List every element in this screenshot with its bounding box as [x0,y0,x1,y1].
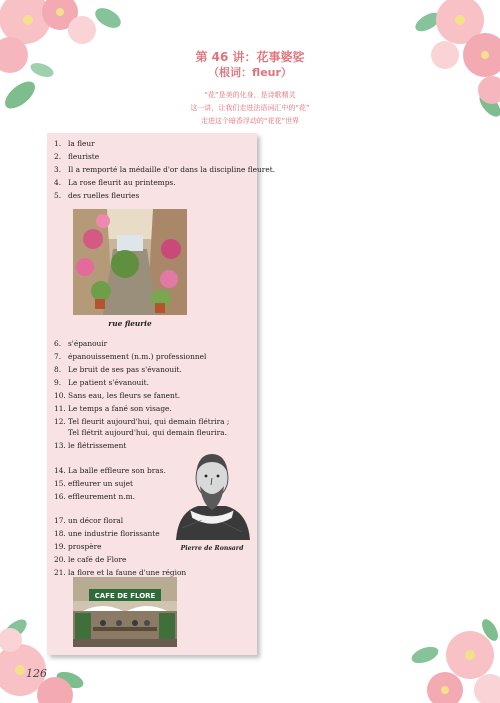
list-item: 17. un décor floral [54,516,124,525]
list-item: 19. prospère [54,542,102,551]
ronsard-portrait [172,440,252,540]
flower-decoration-bottom-right [405,615,500,703]
portrait-caption: Pierre de Ronsard [180,545,244,552]
street-photo-caption: rue fleurie [108,319,152,328]
cafe-sign-text: CAFE DE FLORE [94,592,156,600]
list-item: 4. La rose fleurit au printemps. [54,178,176,187]
list-item: 15. effleurer un sujet [54,479,133,488]
list-item: 13. le flétrissement [54,441,127,450]
list-item: 6. s'épanouir [54,339,108,348]
list-item: 20. le café de Flore [54,555,127,564]
intro-line-1: “花”是美的化身，是诗歌精灵 [204,91,296,99]
cafe-photo [73,577,177,647]
list-item: 16. effleurement n.m. [54,492,135,501]
list-item: 21. la flore et la faune d'une région [54,568,187,577]
list-item: 3. Il a remporté la médaille d'or dans la discipline fleuret. [54,165,276,174]
street-photo [73,209,187,315]
list-item: 18. une industrie florissante [54,529,160,538]
intro-line-2: 这一讲，让我们走进法语词汇中的“花” [190,104,310,112]
list-item: 1. la fleur [54,139,95,148]
list-item: 7. épanouissement (n.m.) professionnel [54,352,207,361]
page-title: 第 46 讲：花事婆娑 [195,50,305,64]
list-item: 12. Tel fleurit aujourd'hui, qui demain flétrira ; [54,417,230,426]
list-item: 5. des ruelles fleuries [54,191,140,200]
list-item: 8. Le bruit de ses pas s'évanouit. [54,365,182,374]
list-item: 14. La balle effleure son bras. [54,466,166,475]
list-item: 9. Le patient s'évanouit. [54,378,149,387]
list-item-continuation: Tel flétrit aujourd'hui, qui demain fleurira. [68,428,227,437]
list-item: 2. fleuriste [54,152,100,161]
list-item: 10. Sans eau, les fleurs se fanent. [54,391,181,400]
page-subtitle: （根词：fleur） [208,66,292,79]
page-number: 126 [26,667,47,680]
intro-line-3: 走进这个暗香浮动的“花花”世界 [200,117,300,125]
list-item: 11. Le temps a fané son visage. [54,404,172,413]
